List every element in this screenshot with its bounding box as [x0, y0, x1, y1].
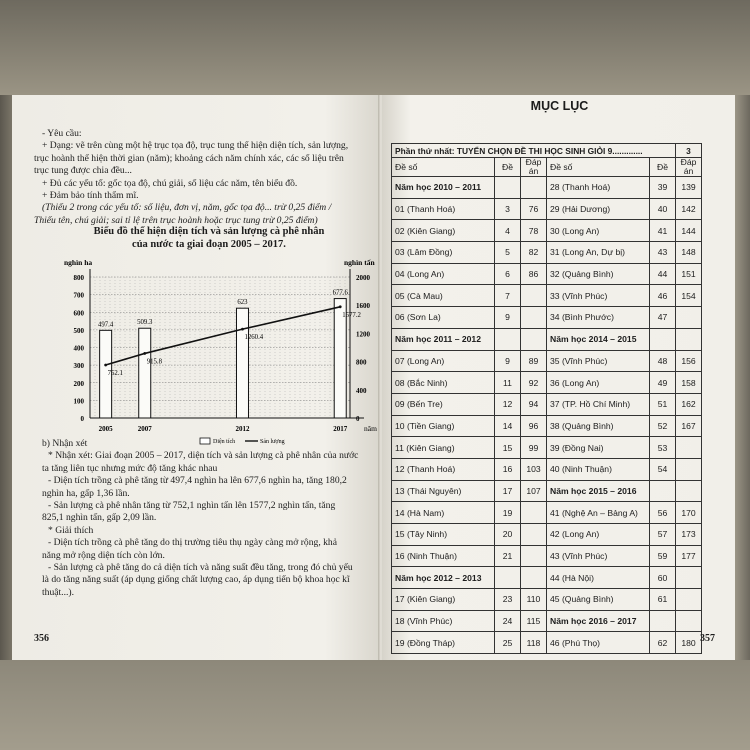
bar — [236, 308, 248, 418]
text-line: 825,1 nghìn tấn, gấp 2,09 lần. — [42, 512, 157, 524]
entry-title: 05 (Cà Mau) — [392, 285, 495, 307]
entry-de: 39 — [650, 177, 676, 199]
legend-line-label: Sản lượng — [260, 439, 285, 445]
entry-answer: 177 — [676, 545, 702, 567]
entry-answer: 139 — [676, 177, 702, 199]
entry-de: 9 — [495, 307, 521, 329]
entry-title: 16 (Ninh Thuận) — [392, 545, 495, 567]
entry-de: 21 — [495, 545, 521, 567]
entry-de: 14 — [495, 415, 521, 437]
entry-title: 38 (Quảng Bình) — [547, 415, 650, 437]
entry-title: 33 (Vĩnh Phúc) — [547, 285, 650, 307]
line-data-label: 915.8 — [146, 358, 163, 366]
text-line: - Sản lượng cà phê nhân tăng từ 752,1 nghìn tấn lên 1577,2 nghìn tấn, tăng — [48, 500, 336, 512]
y-tick-left: 400 — [73, 344, 84, 353]
entry-title: 37 (TP. Hồ Chí Minh) — [547, 393, 650, 415]
text-line: - Diện tích trồng cà phê tăng từ 497,4 nghìn ha lên 677,6 nghìn ha, tăng 180,2 — [48, 475, 347, 487]
entry-answer: 118 — [521, 632, 547, 654]
page-number-left: 356 — [34, 633, 49, 644]
page-number-right: 357 — [700, 633, 715, 644]
table-surface-bottom — [0, 660, 750, 750]
entry-de: 49 — [650, 372, 676, 394]
entry-title: 08 (Bắc Ninh) — [392, 372, 495, 394]
entry-title: Năm học 2012 – 2013 — [392, 567, 495, 589]
entry-de: 15 — [495, 437, 521, 459]
part-page: 3 — [676, 144, 702, 158]
entry-title: 43 (Vĩnh Phúc) — [547, 545, 650, 567]
entry-de: 7 — [495, 285, 521, 307]
entry-title: 44 (Hà Nội) — [547, 567, 650, 589]
entry-de — [650, 610, 676, 632]
entry-answer: 144 — [676, 220, 702, 242]
entry-title: 31 (Long An, Dự bị) — [547, 242, 650, 264]
entry-de: 62 — [650, 632, 676, 654]
requirements-block — [34, 128, 379, 227]
entry-answer: 94 — [521, 393, 547, 415]
entry-answer: 86 — [521, 263, 547, 285]
entry-answer — [676, 610, 702, 632]
table-row — [392, 393, 702, 415]
entry-de: 9 — [495, 350, 521, 372]
y-tick-right: 2000 — [356, 274, 370, 282]
entry-de: 40 — [650, 198, 676, 220]
entry-de: 11 — [495, 372, 521, 394]
entry-title: 12 (Thanh Hoá) — [392, 458, 495, 480]
y-tick-right: 1600 — [356, 302, 370, 311]
entry-de: 48 — [650, 350, 676, 372]
table-row — [392, 350, 702, 372]
entry-title: 36 (Long An) — [547, 372, 650, 394]
line-point — [241, 328, 244, 331]
chart-title — [74, 225, 344, 251]
entry-title: 18 (Vĩnh Phúc) — [392, 610, 495, 632]
line-point — [143, 352, 146, 355]
y-axis-label-left: nghìn ha — [64, 258, 93, 267]
line-point — [104, 364, 107, 367]
y-tick-right: 800 — [356, 358, 367, 367]
header-de: Đề — [650, 158, 676, 177]
header-de-so: Đề số — [547, 158, 650, 177]
table-of-contents — [391, 143, 702, 654]
entry-title: Năm học 2011 – 2012 — [392, 328, 495, 350]
y-tick-left: 200 — [73, 379, 84, 388]
entry-de: 23 — [495, 589, 521, 611]
text-line: - Yêu cầu: — [42, 128, 82, 139]
entry-de: 46 — [650, 285, 676, 307]
table-row — [392, 220, 702, 242]
text-line: thuật...). — [42, 586, 74, 598]
entry-answer: 115 — [521, 610, 547, 632]
table-row — [392, 632, 702, 654]
entry-answer: 89 — [521, 350, 547, 372]
entry-answer: 162 — [676, 393, 702, 415]
entry-answer: 107 — [521, 480, 547, 502]
table-row — [392, 524, 702, 546]
text-line: (Thiếu 2 trong các yếu tố: số liệu, đơn vị, năm, gốc tọa độ... trừ 0,25 điểm / — [42, 202, 332, 214]
entry-answer: 173 — [676, 524, 702, 546]
text-line: + Đủ các yếu tố: gốc tọa độ, chú giải, số liệu các năm, tên biểu đồ. — [42, 177, 298, 189]
entry-answer — [521, 567, 547, 589]
y-tick-right: 0 — [356, 415, 360, 423]
entry-answer — [521, 177, 547, 199]
table-row — [392, 610, 702, 632]
text-line: năng mở rộng diện tích còn lớn. — [42, 549, 165, 561]
entry-de: 25 — [495, 632, 521, 654]
entry-title: Năm học 2015 – 2016 — [547, 480, 650, 502]
text-line: ta tăng liên tục nhưng mức độ tăng khác nhau — [42, 462, 218, 474]
text-line: + Dạng: vẽ trên cùng một hệ trục tọa độ, trục tung thể hiện diện tích, sản lượng, — [42, 140, 349, 152]
table-row — [392, 263, 702, 285]
entry-de: 3 — [495, 198, 521, 220]
entry-answer — [521, 285, 547, 307]
page-title: MỤC LỤC — [530, 99, 589, 113]
entry-answer: 110 — [521, 589, 547, 611]
entry-answer: 82 — [521, 242, 547, 264]
table-row — [392, 437, 702, 459]
entry-answer: 156 — [676, 350, 702, 372]
entry-answer: 167 — [676, 415, 702, 437]
entry-de — [495, 328, 521, 350]
text-line: nghìn ha, gấp 1,36 lần. — [42, 487, 130, 499]
entry-answer — [676, 328, 702, 350]
header-dap-an: Đáp án — [521, 158, 547, 177]
entry-de: 51 — [650, 393, 676, 415]
y-tick-left: 300 — [73, 362, 84, 371]
table-row — [392, 198, 702, 220]
entry-title: 09 (Bến Tre) — [392, 393, 495, 415]
entry-answer: 92 — [521, 372, 547, 394]
bar — [139, 328, 151, 418]
y-tick-left: 700 — [73, 291, 84, 300]
table-row — [392, 415, 702, 437]
entry-title: 29 (Hải Dương) — [547, 198, 650, 220]
entry-title: 03 (Lâm Đồng) — [392, 242, 495, 264]
entry-answer — [521, 307, 547, 329]
header-dap-an: Đáp án — [676, 158, 702, 177]
table-row — [392, 545, 702, 567]
x-tick-label: 2005 — [98, 425, 113, 433]
entry-de: 44 — [650, 263, 676, 285]
entry-title: 02 (Kiên Giang) — [392, 220, 495, 242]
entry-title: 14 (Hà Nam) — [392, 502, 495, 524]
legend-bar-label: Diện tích — [213, 439, 236, 445]
entry-answer: 142 — [676, 198, 702, 220]
y-tick-left: 800 — [73, 274, 84, 282]
entry-de: 41 — [650, 220, 676, 242]
entry-title: 04 (Long An) — [392, 263, 495, 285]
table-row — [392, 177, 702, 199]
entry-de: 47 — [650, 307, 676, 329]
entry-title: 46 (Phú Thọ) — [547, 632, 650, 654]
entry-title: Năm học 2016 – 2017 — [547, 610, 650, 632]
entry-de — [650, 480, 676, 502]
entry-de: 4 — [495, 220, 521, 242]
text-line: * Nhận xét: Giai đoạn 2005 – 2017, diện tích và sản lượng cà phê nhân của nước — [48, 450, 359, 462]
entry-de — [495, 177, 521, 199]
text-line: trục tung được chia đều... — [34, 165, 132, 177]
entry-de: 16 — [495, 458, 521, 480]
text-line: - Diện tích trồng cà phê tăng do thị trường tiêu thụ ngày càng mở rộng, khả — [48, 537, 337, 549]
entry-title: 40 (Ninh Thuận) — [547, 458, 650, 480]
right-page — [382, 95, 735, 660]
entry-answer — [676, 458, 702, 480]
bar-data-label: 677.6 — [332, 289, 348, 297]
y-tick-left: 100 — [73, 397, 84, 406]
entry-answer: 148 — [676, 242, 702, 264]
entry-answer: 151 — [676, 263, 702, 285]
header-de-so: Đề số — [392, 158, 495, 177]
entry-de: 61 — [650, 589, 676, 611]
entry-answer: 180 — [676, 632, 702, 654]
entry-answer: 154 — [676, 285, 702, 307]
entry-title: 28 (Thanh Hoá) — [547, 177, 650, 199]
entry-title: 17 (Kiên Giang) — [392, 589, 495, 611]
text-line: Thiếu tên, chú giải; sai tỉ lệ trên trục hoành hoặc trục tung trừ 0,25 điểm) — [34, 214, 318, 226]
entry-title: 41 (Nghệ An – Bảng A) — [547, 502, 650, 524]
part-label: Phần thứ nhất: TUYỂN CHỌN ĐỀ THI HỌC SINH GIỎI 9............. — [392, 144, 676, 158]
chart-title-line: Biểu đồ thể hiện diện tích và sản lượng cà phê nhân — [93, 226, 325, 237]
table-row — [392, 502, 702, 524]
text-line: + Đảm bảo tính thẩm mĩ. — [42, 190, 139, 202]
entry-answer: 96 — [521, 415, 547, 437]
y-tick-right: 400 — [356, 386, 367, 395]
x-axis-label: năm — [364, 424, 377, 433]
book-edge-left — [0, 95, 12, 660]
entry-answer — [521, 328, 547, 350]
entry-title: 13 (Thái Nguyên) — [392, 480, 495, 502]
remarks-block — [42, 438, 382, 599]
left-page — [12, 95, 380, 660]
line-data-label: 1577.2 — [342, 311, 361, 319]
entry-title: 35 (Vĩnh Phúc) — [547, 350, 650, 372]
entry-de: 53 — [650, 437, 676, 459]
header-de: Đề — [495, 158, 521, 177]
entry-de: 6 — [495, 263, 521, 285]
entry-title: 11 (Kiên Giang) — [392, 437, 495, 459]
entry-title: 39 (Đồng Nai) — [547, 437, 650, 459]
table-row — [392, 242, 702, 264]
entry-answer: 76 — [521, 198, 547, 220]
entry-answer: 99 — [521, 437, 547, 459]
y-tick-left: 500 — [73, 326, 84, 335]
entry-answer: 170 — [676, 502, 702, 524]
y-tick-left: 0 — [80, 415, 84, 423]
entry-de: 57 — [650, 524, 676, 546]
entry-answer — [521, 545, 547, 567]
y-tick-left: 600 — [73, 309, 84, 318]
entry-de: 19 — [495, 502, 521, 524]
entry-answer: 103 — [521, 458, 547, 480]
table-row — [392, 328, 702, 350]
entry-answer: 78 — [521, 220, 547, 242]
entry-title: 30 (Long An) — [547, 220, 650, 242]
entry-de: 59 — [650, 545, 676, 567]
table-row — [392, 567, 702, 589]
entry-title: 15 (Tây Ninh) — [392, 524, 495, 546]
line-point — [339, 305, 342, 308]
entry-title: 32 (Quảng Bình) — [547, 263, 650, 285]
entry-de: 20 — [495, 524, 521, 546]
entry-title: 45 (Quảng Bình) — [547, 589, 650, 611]
entry-de: 60 — [650, 567, 676, 589]
entry-title: 06 (Sơn La) — [392, 307, 495, 329]
text-line: - Sản lượng cà phê tăng do cả diện tích và năng suất đều tăng, trong đó chủ yếu — [48, 562, 353, 574]
bar-data-label: 509.3 — [137, 319, 153, 327]
entry-title: 19 (Đồng Tháp) — [392, 632, 495, 654]
entry-answer — [676, 567, 702, 589]
table-row — [392, 589, 702, 611]
entry-de: 43 — [650, 242, 676, 264]
y-axis-label-right: nghìn tấn — [344, 258, 375, 267]
entry-de: 24 — [495, 610, 521, 632]
entry-answer — [521, 524, 547, 546]
entry-title: 01 (Thanh Hoá) — [392, 198, 495, 220]
chart-title-line: của nước ta giai đoạn 2005 – 2017. — [132, 239, 286, 250]
entry-answer — [521, 502, 547, 524]
table-header-row — [392, 158, 702, 177]
entry-answer — [676, 307, 702, 329]
text-line: * Giải thích — [48, 524, 94, 536]
entry-title: 10 (Tiền Giang) — [392, 415, 495, 437]
entry-de: 56 — [650, 502, 676, 524]
book-edge-right — [735, 95, 750, 660]
text-line: là do tăng năng suất (áp dụng giống chất lượng cao, áp dụng tiến bộ khoa học kĩ — [42, 574, 350, 586]
entry-title: 07 (Long An) — [392, 350, 495, 372]
bar-data-label: 497.4 — [97, 321, 114, 329]
entry-answer: 158 — [676, 372, 702, 394]
table-surface-top — [0, 0, 750, 95]
x-tick-label: 2012 — [235, 425, 250, 433]
x-tick-label: 2017 — [333, 425, 348, 433]
entry-de — [495, 567, 521, 589]
table-row — [392, 285, 702, 307]
entry-title: Năm học 2010 – 2011 — [392, 177, 495, 199]
entry-de — [650, 328, 676, 350]
y-tick-right: 1200 — [356, 330, 370, 339]
entry-de: 54 — [650, 458, 676, 480]
table-row — [392, 480, 702, 502]
entry-answer — [676, 589, 702, 611]
entry-title: Năm học 2014 – 2015 — [547, 328, 650, 350]
table-row — [392, 307, 702, 329]
entry-de: 5 — [495, 242, 521, 264]
x-tick-label: 2007 — [137, 425, 152, 433]
entry-de: 12 — [495, 393, 521, 415]
text-line: b) Nhận xét — [42, 438, 88, 449]
line-data-label: 752.1 — [107, 369, 123, 377]
entry-answer — [676, 480, 702, 502]
entry-de: 52 — [650, 415, 676, 437]
entry-title: 34 (Bình Phước) — [547, 307, 650, 329]
table-row — [392, 458, 702, 480]
bar-data-label: 623 — [237, 299, 248, 307]
entry-de: 17 — [495, 480, 521, 502]
entry-answer — [676, 437, 702, 459]
table-row — [392, 372, 702, 394]
text-line: trục hoành thể hiện thời gian (năm); khoảng cách năm chính xác, các số liệu trên — [34, 152, 344, 164]
line-data-label: 1260.4 — [244, 334, 264, 342]
entry-title: 42 (Long An) — [547, 524, 650, 546]
